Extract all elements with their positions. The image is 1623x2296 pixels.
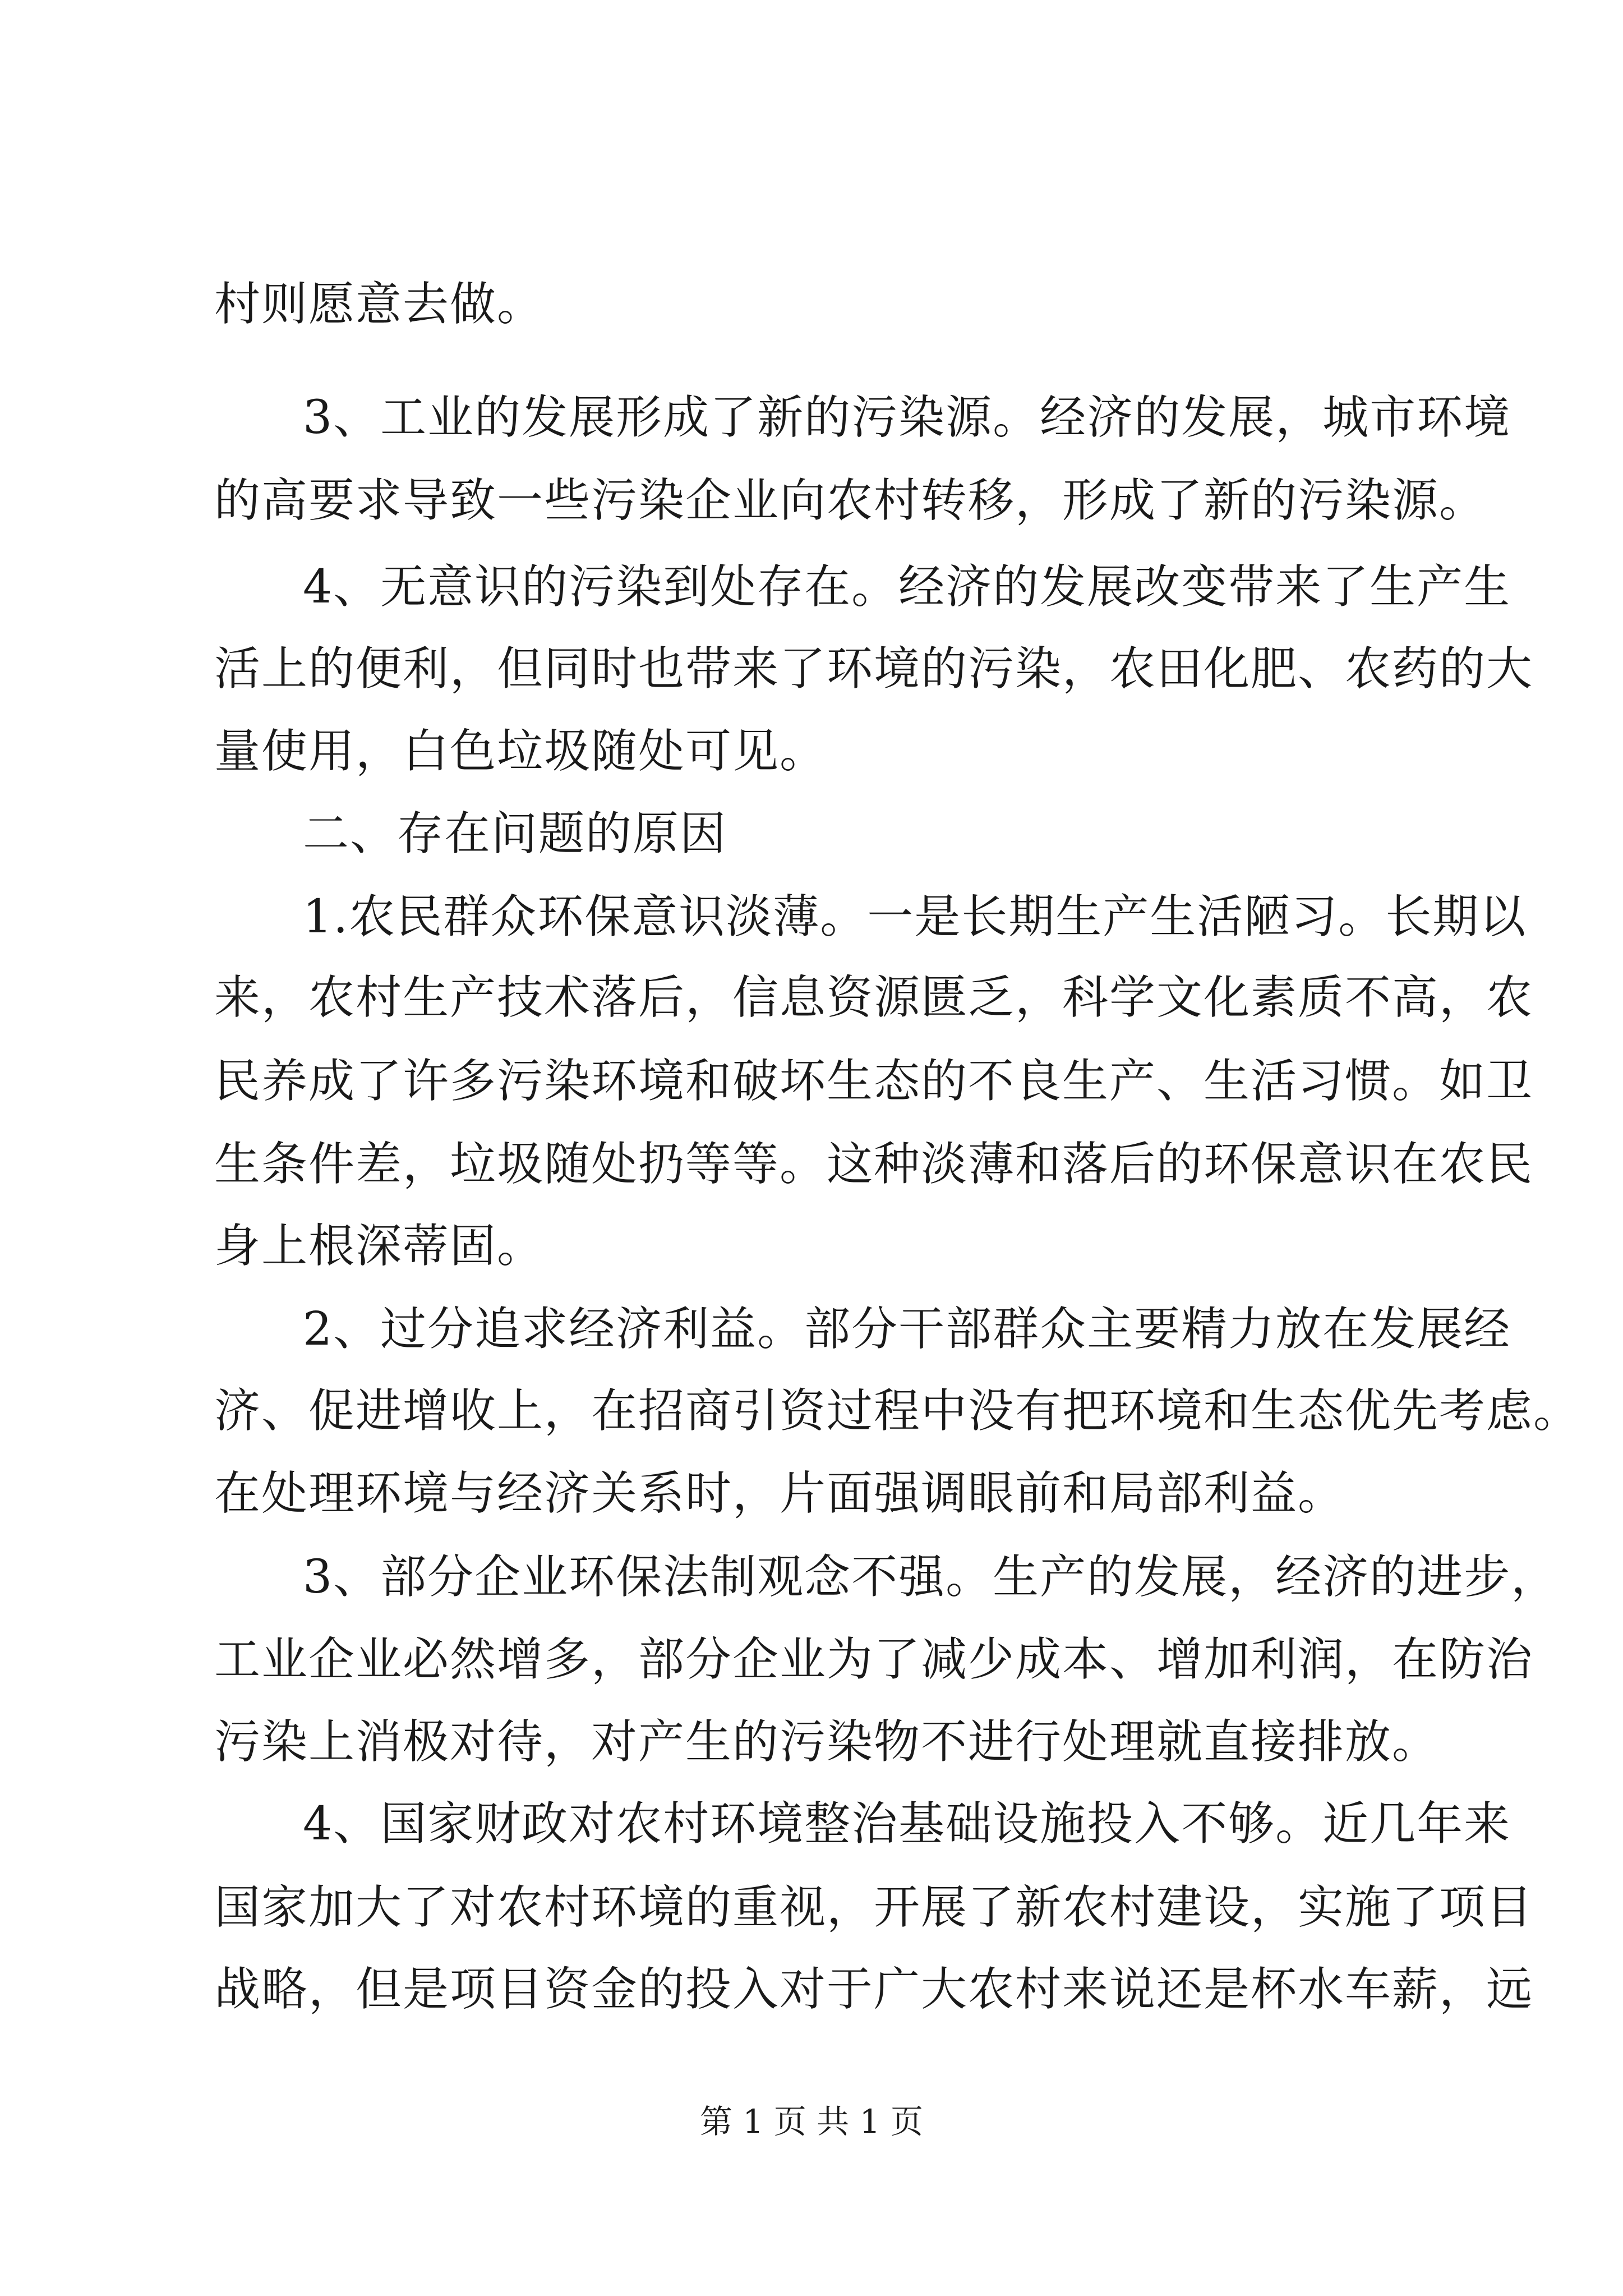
text-line: 生条件差，垃圾随处扔等等。这种淡薄和落后的环保意识在农民 — [214, 1138, 1534, 1191]
text-line: 4、无意识的污染到处存在。经济的发展改变带来了生产生 — [303, 560, 1511, 614]
text-line: 活上的便利，但同时也带来了环境的污染，农田化肥、农药的大 — [214, 642, 1534, 696]
text-line: 民养成了许多污染环境和破坏生态的不良生产、生活习惯。如卫 — [214, 1055, 1534, 1108]
text-line: 3、工业的发展形成了新的污染源。经济的发展，城市环境 — [303, 391, 1511, 444]
page-number-footer: 第 1 页 共 1 页 — [700, 2102, 923, 2141]
text-line: 村则愿意去做。 — [214, 278, 545, 331]
text-line: 3、部分企业环保法制观念不强。生产的发展，经济的进步， — [303, 1550, 1559, 1604]
text-line: 国家加大了对农村环境的重视，开展了新农村建设，实施了项目 — [214, 1881, 1534, 1934]
text-line: 4、国家财政对农村环境整治基础设施投入不够。近几年来 — [303, 1797, 1511, 1851]
text-line: 污染上消极对待，对产生的污染物不进行处理就直接排放。 — [214, 1715, 1440, 1769]
text-line: 2、过分追求经济利益。部分干部群众主要精力放在发展经 — [303, 1303, 1511, 1356]
text-line: 工业企业必然增多，部分企业为了减少成本、增加利润，在防治 — [214, 1633, 1534, 1686]
text-line: 的高要求导致一些污染企业向农村转移，形成了新的污染源。 — [214, 474, 1487, 527]
text-line: 战略，但是项目资金的投入对于广大农村来说还是杯水车薪，远 — [214, 1963, 1534, 2016]
text-line: 在处理环境与经济关系时，片面强调眼前和局部利益。 — [214, 1467, 1345, 1520]
text-line: 1.农民群众环保意识淡薄。一是长期生产生活陋习。长期以 — [303, 890, 1527, 944]
text-line: 身上根深蒂固。 — [214, 1220, 545, 1273]
text-line: 济、促进增收上，在招商引资过程中没有把环境和生态优先考虑。 — [214, 1384, 1581, 1438]
text-line: 量使用，白色垃圾随处可见。 — [214, 725, 827, 778]
text-line: 来，农村生产技术落后，信息资源匮乏，科学文化素质不高，农 — [214, 971, 1534, 1024]
section-heading: 二、存在问题的原因 — [303, 807, 727, 861]
